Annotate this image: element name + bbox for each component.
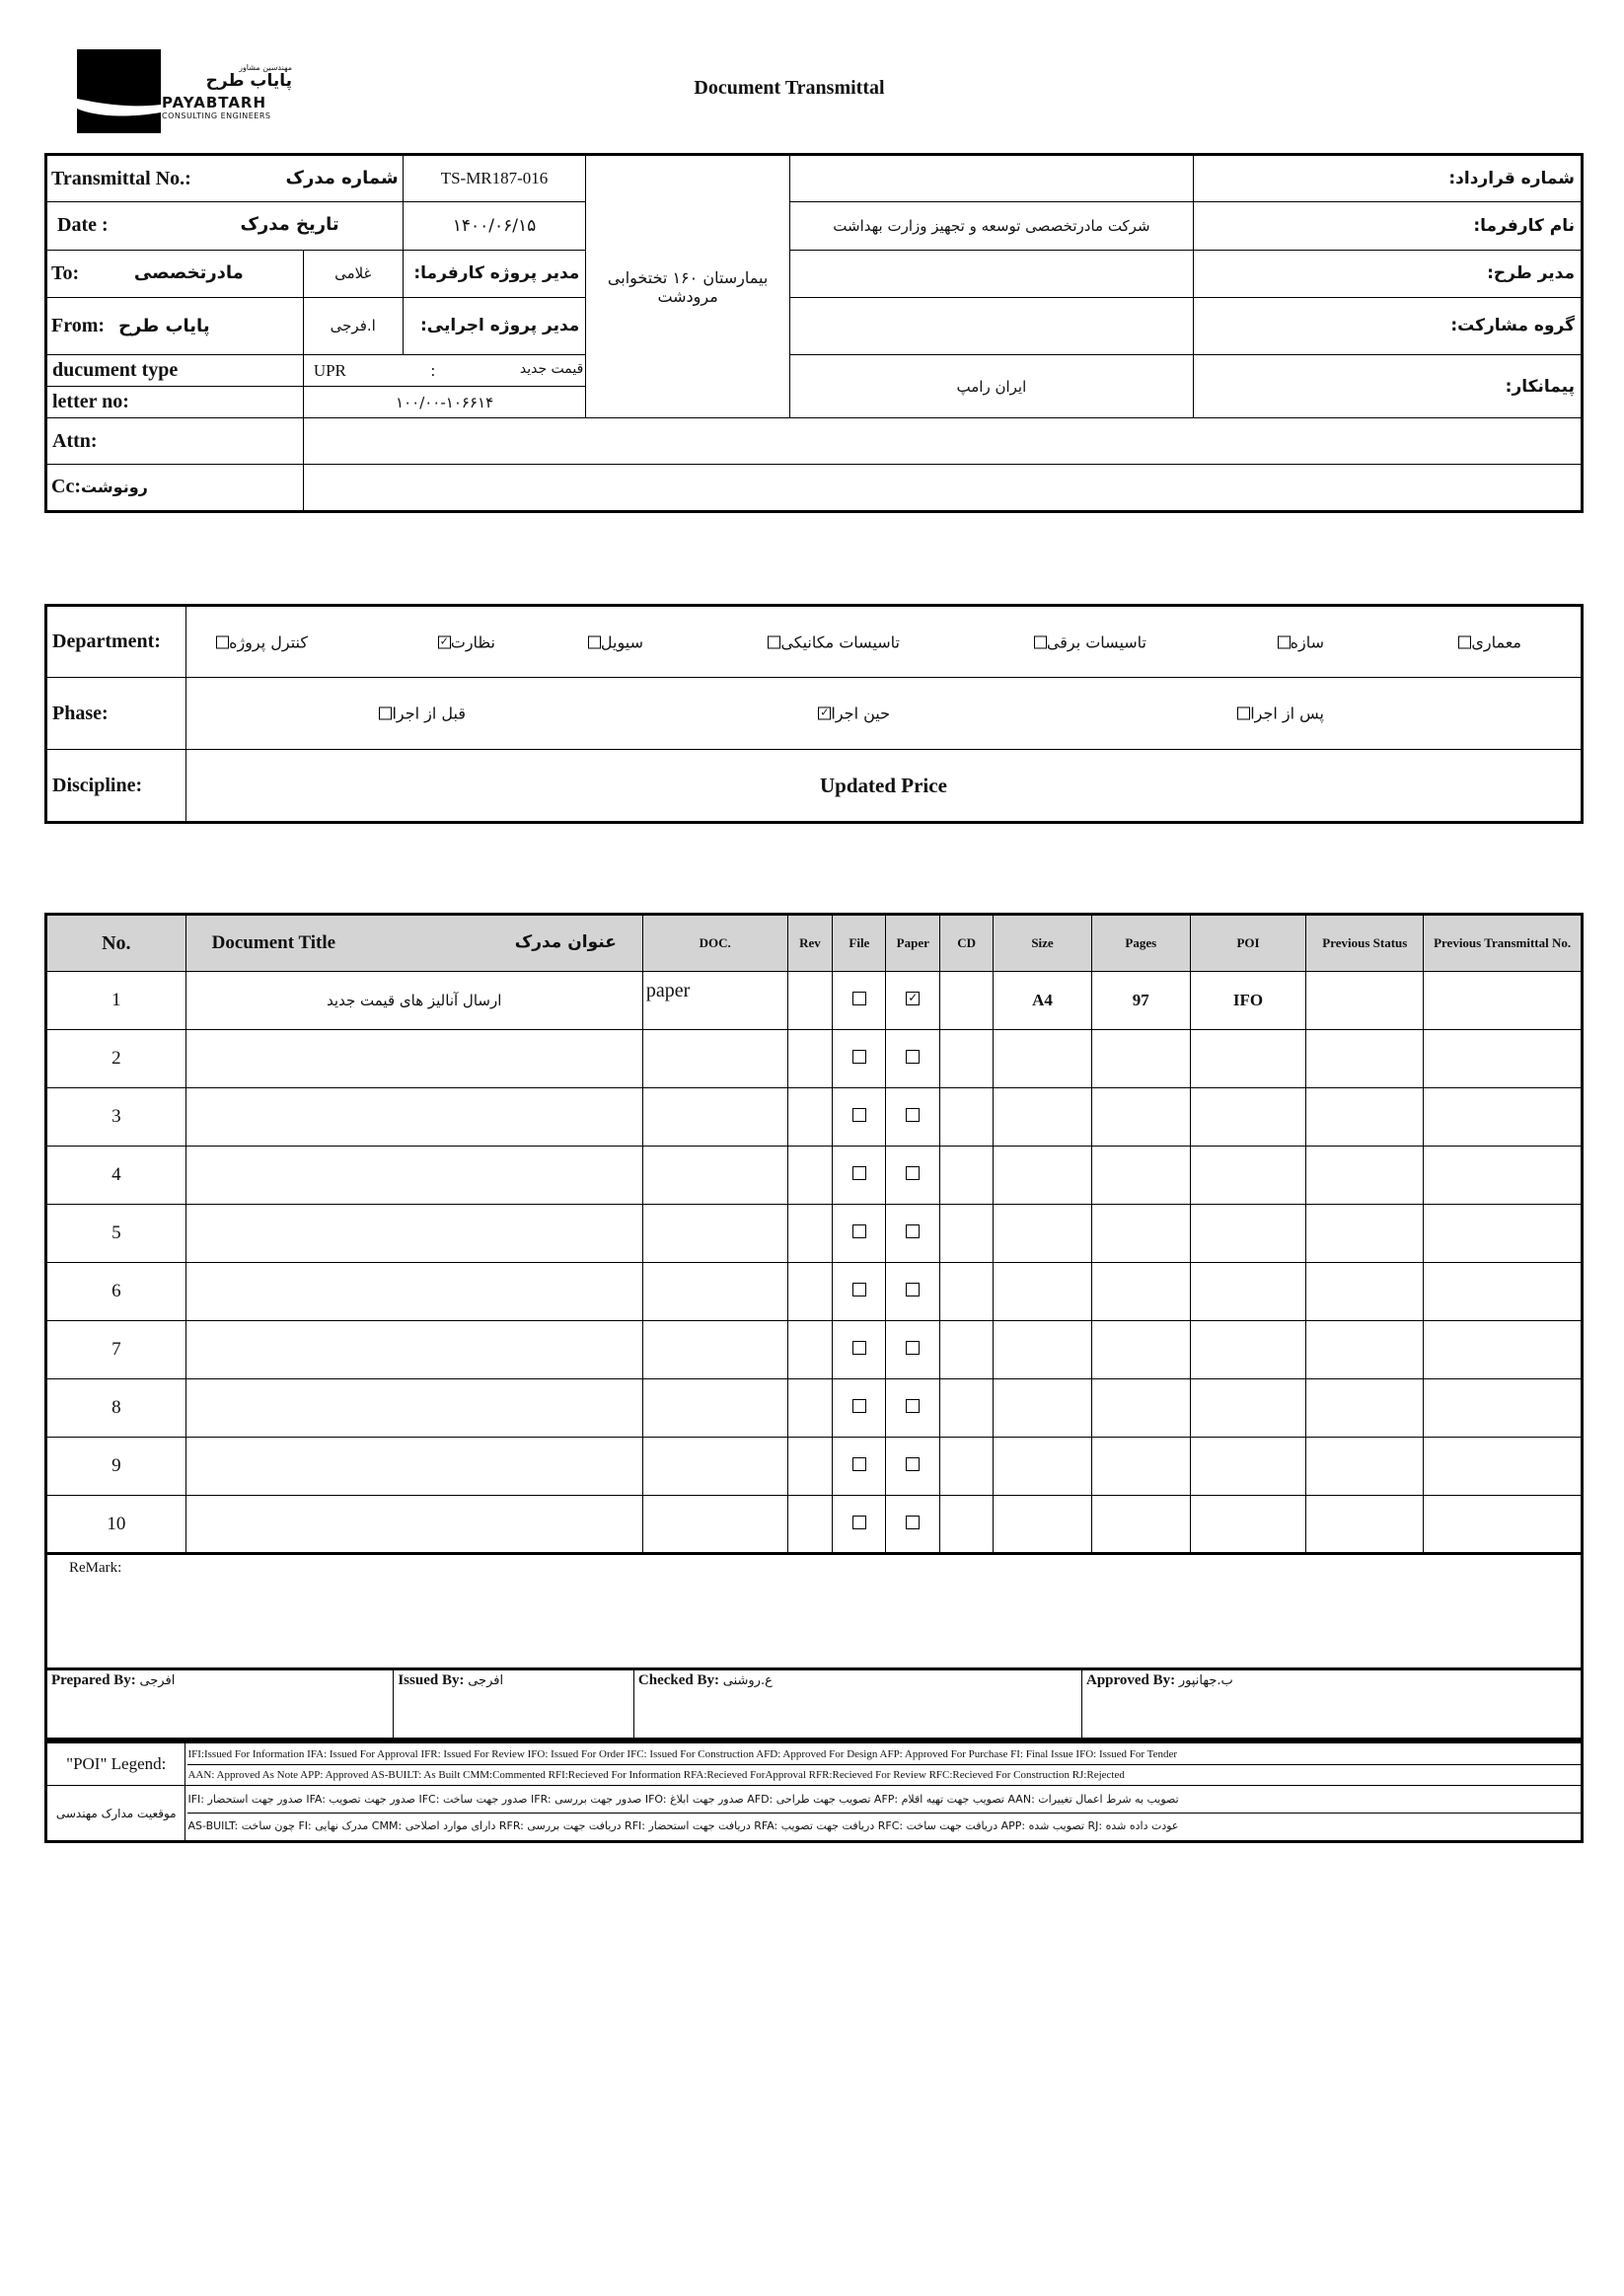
- phase-option[interactable]: [1225, 704, 1324, 723]
- col-paper: Paper: [886, 915, 940, 972]
- signature-table: [44, 1669, 1584, 1741]
- row-title[interactable]: [185, 1379, 642, 1438]
- company-logo: [77, 49, 294, 138]
- table-row: [46, 1321, 1583, 1379]
- row-poi[interactable]: [1190, 1321, 1306, 1379]
- row-paper[interactable]: [886, 1263, 940, 1321]
- row-paper[interactable]: [886, 1147, 940, 1205]
- col-doc: DOC.: [642, 915, 787, 972]
- to-role: مدیر پروژه کارفرما:: [403, 250, 586, 297]
- logo-name-en: PAYABTARH: [162, 94, 267, 111]
- table-row: [46, 1205, 1583, 1263]
- table-row: [46, 1147, 1583, 1205]
- from-role: مدیر پروژه اجرایی:: [403, 297, 586, 354]
- checkbox-icon[interactable]: [379, 707, 392, 720]
- to-value: مادرتخصصی: [133, 261, 244, 283]
- row-file[interactable]: [833, 1379, 886, 1438]
- row-title[interactable]: [185, 1263, 642, 1321]
- col-rev: Rev: [787, 915, 833, 972]
- row-doc[interactable]: [642, 1379, 787, 1438]
- row-poi[interactable]: [1190, 1438, 1306, 1496]
- transmittal-label-cell: [46, 155, 404, 202]
- row-prev-transmittal[interactable]: [1424, 1321, 1583, 1379]
- from-label: From:: [51, 314, 106, 336]
- row-cd[interactable]: [940, 1088, 994, 1147]
- table-row: [46, 1379, 1583, 1438]
- doc-type-fa: قیمت جدید: [519, 360, 584, 377]
- attn-value[interactable]: [303, 418, 1582, 464]
- row-poi[interactable]: [1190, 1263, 1306, 1321]
- department-option[interactable]: [756, 632, 900, 651]
- department-option-label: سازه: [1290, 632, 1324, 651]
- row-rev[interactable]: [787, 972, 833, 1030]
- row-prev-transmittal[interactable]: [1424, 1030, 1583, 1088]
- row-doc[interactable]: [642, 1147, 787, 1205]
- row-pages[interactable]: [1091, 1205, 1190, 1263]
- partner-value: [789, 297, 1193, 354]
- logo-small-text: مهندسین مشاور: [239, 63, 292, 72]
- project-name: بیمارستان ۱۶۰ تختخوابی مرودشت: [586, 155, 790, 418]
- issued-label: Issued By:: [398, 1672, 465, 1688]
- phase-options: [185, 678, 1582, 750]
- checkbox-icon[interactable]: [906, 1457, 920, 1471]
- checkbox-icon[interactable]: [588, 635, 601, 648]
- checkbox-icon[interactable]: [852, 1224, 866, 1238]
- table-row: [46, 1438, 1583, 1496]
- row-number: 1: [46, 972, 186, 1030]
- row-paper[interactable]: [886, 1496, 940, 1554]
- department-option[interactable]: [426, 632, 495, 651]
- row-cd[interactable]: [940, 1205, 994, 1263]
- row-number: 10: [46, 1496, 186, 1554]
- transmittal-number: TS-MR187-016: [403, 155, 586, 202]
- row-doc[interactable]: [642, 1496, 787, 1554]
- table-row: [46, 1263, 1583, 1321]
- row-number: 3: [46, 1088, 186, 1147]
- row-poi[interactable]: [1190, 1496, 1306, 1554]
- row-prev-status[interactable]: [1306, 1205, 1424, 1263]
- table-row: [46, 1030, 1583, 1088]
- row-doc[interactable]: [642, 1205, 787, 1263]
- checkbox-icon[interactable]: [906, 1283, 920, 1296]
- row-prev-status[interactable]: [1306, 1088, 1424, 1147]
- checkbox-icon[interactable]: [852, 1341, 866, 1355]
- row-size[interactable]: [994, 1030, 1092, 1088]
- row-rev[interactable]: [787, 1496, 833, 1554]
- checkbox-icon[interactable]: [852, 1050, 866, 1064]
- row-cd[interactable]: [940, 972, 994, 1030]
- checkbox-icon[interactable]: [852, 1166, 866, 1180]
- row-rev[interactable]: [787, 1321, 833, 1379]
- row-rev[interactable]: [787, 1205, 833, 1263]
- row-prev-status[interactable]: [1306, 1438, 1424, 1496]
- from-value: پایاب طرح: [118, 315, 210, 336]
- cc-cell: [46, 464, 304, 511]
- row-prev-status[interactable]: [1306, 1263, 1424, 1321]
- row-pages[interactable]: [1091, 1321, 1190, 1379]
- row-prev-status[interactable]: [1306, 1030, 1424, 1088]
- row-prev-status[interactable]: [1306, 1147, 1424, 1205]
- transmittal-label-fa: شماره مدرک: [285, 167, 399, 188]
- row-paper[interactable]: [886, 1030, 940, 1088]
- row-doc[interactable]: [642, 1030, 787, 1088]
- status-legend-line-2: AS-BUILT: چون ساخت FI: مدرک نهایی CMM: دارای موارد اصلاحی RFR: دریافت جهت بررسی RFI: دریافت جهت استحضار RFA: دریافت جهت تصویب RFC: دریافت جهت ساخت APP: تصویب شده RJ: عودت داده شده: [187, 1819, 1179, 1833]
- checked-value: ع.روشنی: [722, 1673, 773, 1688]
- contractor-label: پیمانکار:: [1193, 355, 1582, 418]
- department-option-label: تاسیسات برقی: [1046, 632, 1146, 651]
- row-cd[interactable]: [940, 1379, 994, 1438]
- row-file[interactable]: [833, 1321, 886, 1379]
- department-option[interactable]: [1022, 632, 1146, 651]
- checkbox-icon[interactable]: [852, 1399, 866, 1413]
- row-title[interactable]: [185, 1496, 642, 1554]
- cc-value[interactable]: [303, 464, 1582, 511]
- row-cd[interactable]: [940, 1263, 994, 1321]
- row-doc[interactable]: paper: [642, 972, 787, 1030]
- prepared-value: افرجی: [139, 1673, 176, 1688]
- row-poi[interactable]: [1190, 1379, 1306, 1438]
- row-number: 7: [46, 1321, 186, 1379]
- logo-mark-icon: [77, 49, 161, 133]
- department-label: Department:: [46, 606, 186, 678]
- date-value: ۱۴۰۰/۰۶/۱۵: [403, 202, 586, 250]
- header-table: [44, 153, 1584, 513]
- row-prev-transmittal[interactable]: [1424, 972, 1583, 1030]
- department-option[interactable]: [576, 632, 643, 651]
- row-pages[interactable]: [1091, 1438, 1190, 1496]
- row-prev-transmittal[interactable]: [1424, 1263, 1583, 1321]
- department-option[interactable]: [1266, 632, 1324, 651]
- classification-table: [44, 604, 1584, 824]
- row-prev-transmittal[interactable]: [1424, 1438, 1583, 1496]
- doc-type-value: UPR: [313, 360, 346, 380]
- row-paper[interactable]: [886, 1379, 940, 1438]
- from-cell: [46, 297, 304, 354]
- checkbox-icon[interactable]: [1278, 635, 1291, 648]
- col-cd: CD: [940, 915, 994, 972]
- date-label-fa: تاریخ مدرک: [240, 214, 339, 236]
- row-cd[interactable]: [940, 1496, 994, 1554]
- checkbox-icon[interactable]: [768, 635, 780, 648]
- row-pages[interactable]: [1091, 1379, 1190, 1438]
- row-cd[interactable]: [940, 1438, 994, 1496]
- phase-option-label: پس از اجرا: [1250, 704, 1324, 723]
- row-cd[interactable]: [940, 1321, 994, 1379]
- department-option-label: تاسیسات مکانیکی: [780, 632, 900, 651]
- department-option[interactable]: [204, 632, 308, 651]
- phase-option[interactable]: [806, 704, 890, 723]
- to-person: غلامی: [303, 250, 403, 297]
- doc-type-separator: :: [430, 360, 436, 380]
- col-no: No.: [46, 915, 186, 972]
- row-paper[interactable]: [886, 1438, 940, 1496]
- row-paper[interactable]: [886, 1321, 940, 1379]
- row-prev-transmittal[interactable]: [1424, 1205, 1583, 1263]
- row-title[interactable]: ارسال آنالیز های قیمت جدید: [185, 972, 642, 1030]
- checkbox-icon[interactable]: [818, 707, 831, 720]
- row-title[interactable]: [185, 1030, 642, 1088]
- to-label: To:: [51, 261, 80, 284]
- department-option-label: سیویل: [600, 632, 643, 651]
- doc-type-cell: [303, 355, 586, 387]
- doc-type-label: ducument type: [46, 355, 304, 387]
- row-paper[interactable]: [886, 972, 940, 1030]
- checkbox-icon[interactable]: [906, 1108, 920, 1122]
- row-paper[interactable]: [886, 1088, 940, 1147]
- checkbox-icon[interactable]: [852, 1516, 866, 1529]
- date-label-cell: [46, 202, 404, 250]
- issued-value: افرجی: [468, 1673, 504, 1688]
- approved-value: ب.جهانپور: [1178, 1673, 1233, 1688]
- row-prev-status[interactable]: [1306, 972, 1424, 1030]
- manager-label: مدیر طرح:: [1193, 250, 1582, 297]
- row-prev-transmittal[interactable]: [1424, 1496, 1583, 1554]
- employer-value: شرکت مادرتخصصی توسعه و تجهیز وزارت بهداشت: [789, 202, 1193, 250]
- row-prev-transmittal[interactable]: [1424, 1088, 1583, 1147]
- checkbox-icon[interactable]: [906, 1341, 920, 1355]
- row-size[interactable]: A4: [994, 972, 1092, 1030]
- row-file[interactable]: [833, 1030, 886, 1088]
- row-pages[interactable]: [1091, 1147, 1190, 1205]
- status-legend-text: [185, 1786, 1583, 1842]
- row-rev[interactable]: [787, 1263, 833, 1321]
- row-poi[interactable]: [1190, 1147, 1306, 1205]
- row-rev[interactable]: [787, 1088, 833, 1147]
- remark-label: ReMark:: [69, 1560, 122, 1576]
- phase-option[interactable]: [367, 704, 466, 723]
- checkbox-icon[interactable]: [852, 992, 866, 1005]
- discipline-label: Discipline:: [46, 750, 186, 823]
- row-file[interactable]: [833, 972, 886, 1030]
- row-size[interactable]: [994, 1379, 1092, 1438]
- phase-label: Phase:: [46, 678, 186, 750]
- col-file: File: [833, 915, 886, 972]
- row-prev-transmittal[interactable]: [1424, 1147, 1583, 1205]
- approved-label: Approved By:: [1085, 1672, 1176, 1688]
- row-file[interactable]: [833, 1205, 886, 1263]
- cc-label-fa: رونوشت: [80, 478, 148, 497]
- phase-option-label: حین اجرا: [831, 704, 890, 723]
- transmittal-label-en: Transmittal No.:: [51, 167, 191, 189]
- prepared-label: Prepared By:: [51, 1672, 136, 1688]
- checked-cell: [633, 1670, 1081, 1740]
- row-number: 8: [46, 1379, 186, 1438]
- department-option[interactable]: [1446, 632, 1521, 651]
- row-number: 2: [46, 1030, 186, 1088]
- row-doc[interactable]: [642, 1321, 787, 1379]
- department-option-label: کنترل پروژه: [229, 632, 308, 651]
- row-pages[interactable]: [1091, 1088, 1190, 1147]
- poi-legend-line-1: IFI:Issued For Information IFA: Issued For Approval IFR: Issued For Review IFO: Issued For Order IFC: Issued For Construction AFD: Approved For Design AFP: Approved For Purchase FI: Final Issue IFO: Issued For Tender: [187, 1744, 1581, 1765]
- cc-label-en: Cc:: [51, 476, 81, 498]
- checkbox-icon[interactable]: [906, 1166, 920, 1180]
- checkbox-icon[interactable]: [852, 1283, 866, 1296]
- checkbox-icon[interactable]: [1458, 635, 1471, 648]
- row-rev[interactable]: [787, 1438, 833, 1496]
- from-person: ا.فرجی: [303, 297, 403, 354]
- row-prev-transmittal[interactable]: [1424, 1379, 1583, 1438]
- checkbox-icon[interactable]: [438, 635, 451, 648]
- checkbox-icon[interactable]: [216, 635, 229, 648]
- date-label-en: Date :: [57, 214, 109, 237]
- remark-box[interactable]: [44, 1554, 1584, 1670]
- logo-name-fa: پایاب طرح: [205, 71, 292, 91]
- manager-value: [789, 250, 1193, 297]
- checked-label: Checked By:: [637, 1672, 719, 1688]
- row-number: 9: [46, 1438, 186, 1496]
- row-size[interactable]: [994, 1321, 1092, 1379]
- department-options: [185, 606, 1582, 678]
- row-pages[interactable]: [1091, 1496, 1190, 1554]
- col-title: [185, 915, 642, 972]
- status-legend-line-1: IFI: صدور جهت استحضار IFA: صدور جهت تصویب IFC: صدور جهت ساخت IFR: صدور جهت بررسی IFO: صدور جهت ابلاغ AFD: تصویب جهت طراحی AFP: تصویب جهت تهیه اقلام AAN: تصویب به شرط اعمال تغییرات: [187, 1787, 1581, 1814]
- legend-table: [44, 1741, 1584, 1843]
- page-title: Document Transmittal: [694, 77, 885, 99]
- row-title[interactable]: [185, 1321, 642, 1379]
- table-row: [46, 972, 1583, 1030]
- row-cd[interactable]: [940, 1030, 994, 1088]
- col-prev-status: Previous Status: [1306, 915, 1424, 972]
- table-row: [46, 1496, 1583, 1554]
- contract-label: شماره قرارداد:: [1193, 155, 1582, 202]
- letter-label: letter no:: [46, 387, 304, 418]
- col-title-en: Document Title: [211, 932, 336, 953]
- checkbox-icon[interactable]: [1034, 635, 1047, 648]
- row-title[interactable]: [185, 1147, 642, 1205]
- checkbox-icon[interactable]: [906, 1224, 920, 1238]
- row-rev[interactable]: [787, 1030, 833, 1088]
- row-file[interactable]: [833, 1263, 886, 1321]
- row-size[interactable]: [994, 1438, 1092, 1496]
- table-row: [46, 1088, 1583, 1147]
- row-rev[interactable]: [787, 1379, 833, 1438]
- row-file[interactable]: [833, 1496, 886, 1554]
- department-option-label: نظارت: [450, 632, 495, 651]
- checkbox-icon[interactable]: [852, 1457, 866, 1471]
- employer-label: نام کارفرما:: [1193, 202, 1582, 250]
- row-title[interactable]: [185, 1438, 642, 1496]
- row-poi[interactable]: [1190, 1030, 1306, 1088]
- row-size[interactable]: [994, 1263, 1092, 1321]
- row-file[interactable]: [833, 1147, 886, 1205]
- letter-value: ۱۰۰/۰۰-۱۰۶۶۱۴: [303, 387, 586, 418]
- contract-value: [789, 155, 1193, 202]
- row-pages[interactable]: [1091, 1030, 1190, 1088]
- row-poi[interactable]: [1190, 1205, 1306, 1263]
- row-prev-status[interactable]: [1306, 1321, 1424, 1379]
- status-legend-label: موقعیت مدارک مهندسی: [46, 1786, 185, 1842]
- poi-legend-text: [185, 1742, 1583, 1786]
- row-prev-status[interactable]: [1306, 1379, 1424, 1438]
- row-poi[interactable]: IFO: [1190, 972, 1306, 1030]
- row-doc[interactable]: [642, 1088, 787, 1147]
- col-pages: Pages: [1091, 915, 1190, 972]
- row-number: 6: [46, 1263, 186, 1321]
- phase-option-label: قبل از اجرا: [392, 704, 466, 723]
- col-title-fa: عنوان مدرک: [514, 932, 617, 952]
- prepared-cell: [46, 1670, 394, 1740]
- documents-table: [44, 913, 1584, 1555]
- checkbox-icon[interactable]: [852, 1108, 866, 1122]
- row-size[interactable]: [994, 1496, 1092, 1554]
- row-cd[interactable]: [940, 1147, 994, 1205]
- poi-legend-line-2: AAN: Approved As Note APP: Approved AS-BUILT: As Built CMM:Commented RFI:Recieved For Information RFA:Recieved ForApproval RFR:Recieved For Review RFC:Recieved For Construction RJ:Rejected: [187, 1768, 1125, 1781]
- row-file[interactable]: [833, 1438, 886, 1496]
- row-poi[interactable]: [1190, 1088, 1306, 1147]
- checkbox-icon[interactable]: [906, 1050, 920, 1064]
- checkbox-icon[interactable]: [906, 1399, 920, 1413]
- row-size[interactable]: [994, 1205, 1092, 1263]
- row-doc[interactable]: [642, 1263, 787, 1321]
- to-cell: [46, 250, 304, 297]
- row-number: 4: [46, 1147, 186, 1205]
- checkbox-icon[interactable]: [906, 992, 920, 1005]
- row-pages[interactable]: 97: [1091, 972, 1190, 1030]
- discipline-value: Updated Price: [185, 750, 1582, 823]
- contractor-value: ایران رامپ: [789, 355, 1193, 418]
- row-title[interactable]: [185, 1088, 642, 1147]
- checkbox-icon[interactable]: [906, 1516, 920, 1529]
- col-poi: POI: [1190, 915, 1306, 972]
- row-size[interactable]: [994, 1088, 1092, 1147]
- row-number: 5: [46, 1205, 186, 1263]
- logo-subtitle: CONSULTING ENGINEERS: [162, 111, 271, 120]
- row-size[interactable]: [994, 1147, 1092, 1205]
- col-size: Size: [994, 915, 1092, 972]
- row-prev-status[interactable]: [1306, 1496, 1424, 1554]
- row-file[interactable]: [833, 1088, 886, 1147]
- row-doc[interactable]: [642, 1438, 787, 1496]
- partner-label: گروه مشارکت:: [1193, 297, 1582, 354]
- col-prev-transmittal: Previous Transmittal No.: [1424, 915, 1583, 972]
- issued-cell: [394, 1670, 634, 1740]
- row-title[interactable]: [185, 1205, 642, 1263]
- row-pages[interactable]: [1091, 1263, 1190, 1321]
- attn-label: Attn:: [46, 418, 304, 464]
- approved-cell: [1081, 1670, 1582, 1740]
- poi-legend-label: "POI" Legend:: [46, 1742, 185, 1786]
- department-option-label: معماری: [1471, 632, 1521, 651]
- row-rev[interactable]: [787, 1147, 833, 1205]
- row-paper[interactable]: [886, 1205, 940, 1263]
- checkbox-icon[interactable]: [1237, 707, 1250, 720]
